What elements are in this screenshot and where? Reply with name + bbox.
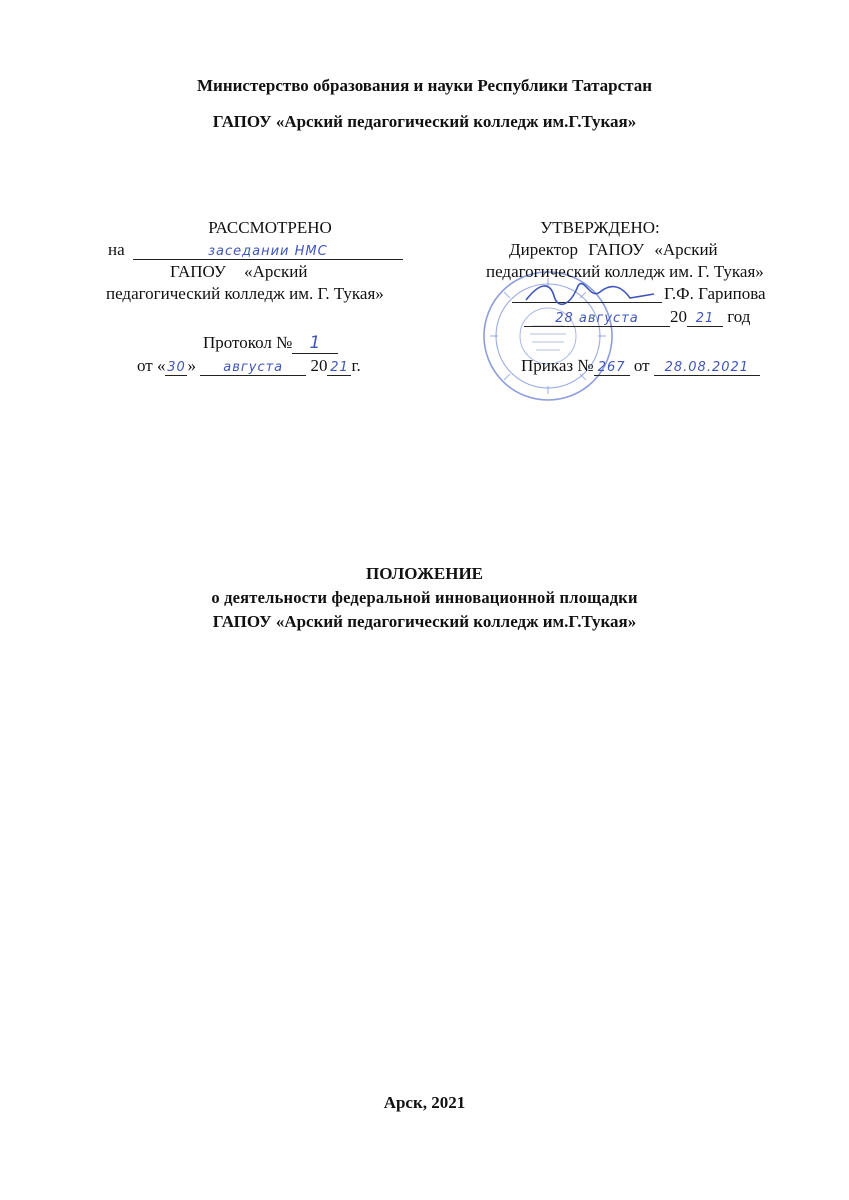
approved-date-suffix: год [727,307,751,326]
reviewed-line2: ГАПОУ «Арский [170,262,308,281]
document-subtitle: о деятельности федеральной инновационной площадки [211,588,638,607]
reviewed-date-line [137,356,361,376]
date-year-prefix: 20 [310,356,328,375]
protocol-number: 1 [292,333,338,354]
director-name: Г.Ф. Гарипова [664,284,766,303]
order-from: от [633,356,650,375]
order-line [521,356,760,376]
reviewed-heading: РАССМОТРЕНО [208,218,332,237]
approved-line2: педагогический колледж им. Г. Тукая» [486,262,764,281]
date-day: 30 [167,360,186,375]
date-mid: » [187,356,196,375]
document-subtitle-college: ГАПОУ «Арский педагогический колледж им.Г.Тукая» [212,612,637,631]
date-year: 21 [327,360,351,376]
order-date: 28.08.2021 [654,360,760,376]
order-number: 267 [594,360,630,376]
director-signature [520,278,660,308]
approved-date-line [524,307,750,327]
date-month: августа [200,360,306,376]
ministry-heading: Министерство образования и науки Республики Татарстан [197,76,652,95]
meeting-handwritten: заседании НМС [133,244,403,260]
order-label: Приказ № [521,356,594,375]
approved-date-year: 21 [687,311,723,327]
place-and-year: Арск, 2021 [383,1093,466,1112]
approved-date-year-prefix: 20 [670,307,687,326]
reviewed-line1-prefix: на [108,240,125,259]
protocol-label: Протокол № [203,333,293,352]
date-prefix: от « [137,356,166,375]
reviewed-line3: педагогический колледж им. Г. Тукая» [106,284,384,303]
approved-heading: УТВЕРЖДЕНО: [540,218,660,237]
college-heading: ГАПОУ «Арский педагогический колледж им.Г.Тукая» [212,112,637,131]
date-suffix: г. [351,356,361,375]
protocol-line [203,333,338,354]
document-title: ПОЛОЖЕНИЕ [366,564,483,583]
approved-date-day-month: 28 августа [524,311,670,327]
reviewed-line1 [108,240,403,260]
approved-line1: Директор ГАПОУ «Арский [509,240,718,259]
